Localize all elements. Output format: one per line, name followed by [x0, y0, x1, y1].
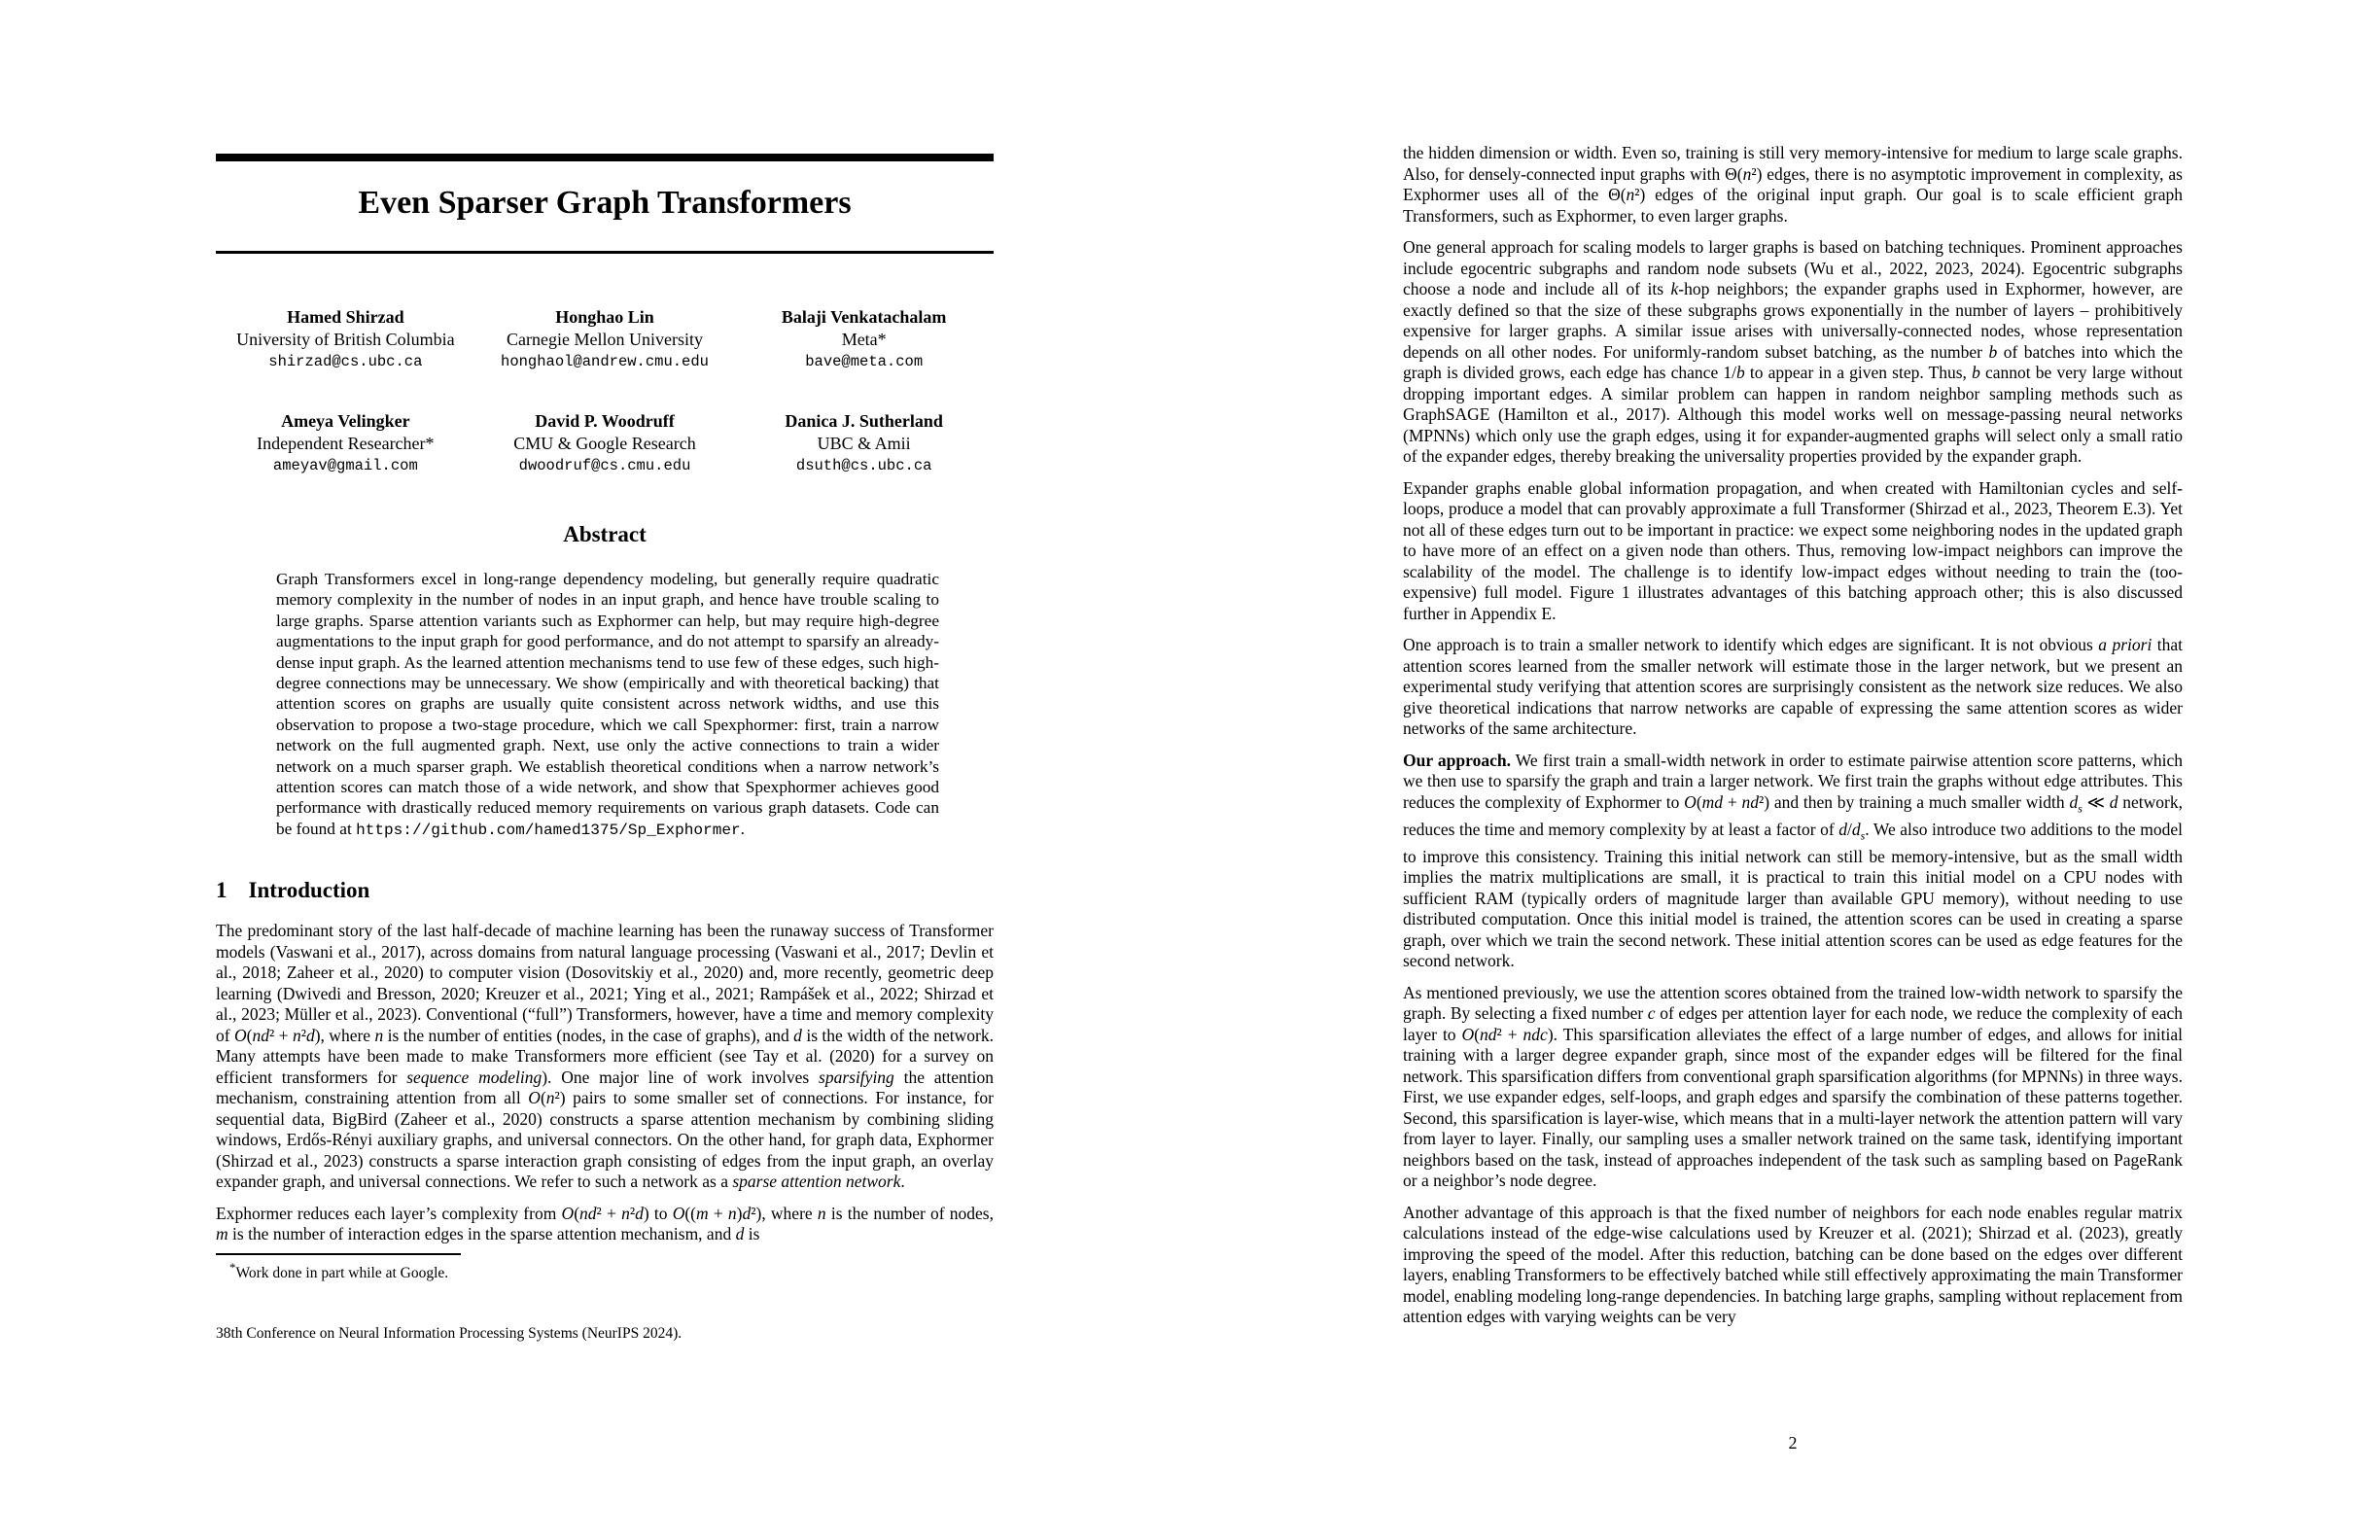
author-email: honghaol@andrew.cmu.edu [501, 353, 709, 370]
page-right [1403, 143, 2183, 1328]
abstract-heading: Abstract [563, 522, 647, 546]
author-affiliation: UBC & Amii [817, 434, 911, 453]
author-name: David P. Woodruff [535, 411, 675, 431]
author-block [734, 306, 994, 373]
author-name: Danica J. Sutherland [785, 411, 943, 431]
title-rule-bottom [216, 251, 994, 254]
author-affiliation: Carnegie Mellon University [507, 330, 703, 349]
section-heading [216, 878, 994, 903]
author-email: shirzad@cs.ubc.ca [268, 353, 423, 370]
footnote-marker: * [229, 1259, 236, 1275]
author-name: Balaji Venkatachalam [781, 307, 947, 327]
author-email: dsuth@cs.ubc.ca [795, 457, 932, 474]
footnote-text: Work done in part while at Google. [235, 1264, 449, 1281]
author-affiliation: Meta* [841, 330, 887, 349]
page-number: 2 [1788, 1433, 1798, 1452]
author-name: Hamed Shirzad [287, 307, 404, 327]
footnote [216, 1260, 994, 1282]
paragraph: Another advantage of this approach is that the fixed number of neighbors for each node enables regular matrix calculations instead of the edge-wise calculations used by Kreuzer et al. (2021); Shirzad et al. (2023), greatly improving the speed of the model. After this reduction, batching can be done based on the edges over different layers, enabling Transformers to be effectively batched while still effectively approximating the main Transformer model, enabling modeling long-range dependencies. In batching large graphs, sampling without replacement from attention edges with varying weights can be very [1403, 1202, 2183, 1326]
author-email: ameyav@gmail.com [272, 457, 418, 474]
conference-footer: 38th Conference on Neural Information Processing Systems (NeurIPS 2024). [216, 1324, 682, 1342]
footnote-rule [216, 1253, 461, 1255]
paragraph: As mentioned previously, we use the attention scores obtained from the trained low-width network to sparsify the graph. By selecting a fixed number c of edges per attention layer for each node, we reduce the complexity of each layer to O(nd² + ndc). This sparsification alleviates the effect of a large number of edges, and allows for initial training with a larger degree expander graph, since most of the expander edges will be filtered for the final network. This sparsification differs from conventional graph sparsification algorithms (for MPNNs) in three ways. First, we use expander edges, self-loops, and graph edges and sparsify the combination of these patterns together. Second, this sparsification is layer-wise, which means that in a multi-layer network the attention pattern will vary from layer to layer. Finally, our sampling uses a smaller network trained on the same task, identifying important neighbors based on the task, instead of approaches independent of the task such as sampling based on PageRank or a neighbor’s node degree. [1403, 982, 2183, 1190]
author-block [475, 306, 735, 373]
paper-title: Even Sparser Graph Transformers [358, 185, 852, 221]
paragraph: One approach is to train a smaller network to identify which edges are significant. It is not obvious a priori that attention scores learned from the smaller network will estimate those in the larger network, but we present an experimental study verifying that attention scores are surprisingly consistent as the network size reduces. We also give theoretical indications that narrow networks are capable of expressing the same attention scores as wider networks of the same architecture. [1403, 635, 2183, 738]
author-block [734, 410, 994, 477]
author-email: dwoodruf@cs.cmu.edu [518, 457, 691, 474]
author-block [475, 410, 735, 477]
author-name: Honghao Lin [555, 307, 654, 327]
paragraph: Expander graphs enable global information propagation, and when created with Hamiltonian cycles and self-loops, produce a model that can provably approximate a full Transformer (Shirzad et al., 2023, Theorem E.3). Yet not all of these edges turn out to be important in practice: we expect some neighboring nodes in the updated graph to have more of an effect on a given node than others. Thus, removing low-impact neighbors can improve the scalability of the model. The challenge is to identify low-impact edges without needing to train the (too-expensive) full model. Figure 1 illustrates advantages of this batching approach other; this is also discussed further in Appendix E. [1403, 477, 2183, 623]
author-email: bave@meta.com [805, 353, 924, 370]
author-affiliation: Independent Researcher* [257, 434, 435, 453]
authors-row-2 [216, 410, 994, 477]
paragraph: the hidden dimension or width. Even so, training is still very memory-intensive for medium to large scale graphs. Also, for densely-connected input graphs with Θ(n²) edges, there is no asymptotic improvement in complexity, as Exphormer uses all of the Θ(n²) edges of the original input graph. Our goal is to scale efficient graph Transformers, such as Exphormer, to even larger graphs. [1403, 143, 2183, 226]
author-affiliation: CMU & Google Research [513, 434, 696, 453]
abstract-text: Graph Transformers excel in long-range dependency modeling, but generally require quadratic memory complexity in the number of nodes in an input graph, and hence have trouble scaling to large graphs. Sparse attention variants such as Exphormer can help, but may require high-degree augmentations to the input graph for good performance, and do not attempt to sparsify an already-dense input graph. As the learned attention mechanisms tend to use few of these edges, such high-degree connections may be unnecessary. We show (empirically and with theoretical backing) that attention scores on graphs are usually quite consistent across network widths, and use this observation to propose a two-stage procedure, which we call Spexphormer: first, train a narrow network on the full augmented graph. Next, use only the active connections to train a wider network on a much sparser graph. We establish theoretical conditions when a narrow network’s attention scores can match those of a wide network, and show that Spexphormer achieves good performance with drastically reduced memory requirements on various graph datasets. Code can be found at https://github.com/hamed1375/Sp_Exphormer. [276, 570, 939, 839]
paragraph: One general approach for scaling models to larger graphs is based on batching techniques. Prominent approaches include egocentric subgraphs and random node subsets (Wu et al., 2022, 2023, 2024). Egocentric subgraphs choose a node and include all of its k-hop neighbors; the expander graphs used in Exphormer, however, are exactly defined so that the size of these subgraphs grows exponentially in the number of layers – prohibitively expensive for larger graphs. A similar issue arises with universally-connected nodes, whose representation depends on all other nodes. For uniformly-random subset batching, as the number b of batches into which the graph is divided grows, each edge has chance 1/b to appear in a given step. Thus, b cannot be very large without dropping important edges. A similar problem can happen in random neighbor sampling methods such as GraphSAGE (Hamilton et al., 2017). Although this model works well on message-passing neural networks (MPNNs) which only use the graph edges, using it for expander-augmented graphs will select only a small ratio of the expander edges, thereby breaking the universality properties provided by the expander graph. [1403, 237, 2184, 466]
title-rule-top [216, 154, 994, 161]
paragraph: Exphormer reduces each layer’s complexity from O(nd² + n²d) to O((m + n)d²), where n is the number of nodes, m is the number of interaction edges in the sparse attention mechanism, and d is [216, 1203, 994, 1244]
section-number: 1 [216, 878, 228, 903]
author-block [216, 410, 475, 477]
authors-row-1 [216, 306, 994, 373]
paragraph: Our approach. We first train a small-width network in order to estimate pairwise attention score patterns, which we then use to sparsify the graph and train a larger network. We first train the graphs without edge attributes. This reduces the complexity of Exphormer to O(md + nd²) and then by training a much smaller width $d_s$ ≪ d network, reduces the time and memory complexity by at least a factor of $d/d_s$. We also introduce two additions to the model to improve this consistency. Training this initial network can still be memory-intensive, but as the small width implies the matrix multiplications are small, it is practical to train this initial model on a CPU nodes with sufficient RAM (typically orders of magnitude larger than available GPU memory), without needing to use distributed computation. Once this initial model is trained, the attention scores can be used in creating a sparse graph, over which we train the second network. These initial attention scores can be used as edge features for the second network. [1403, 750, 2183, 970]
author-affiliation: University of British Columbia [236, 330, 455, 349]
page-left [216, 154, 994, 1343]
section-title: Introduction [248, 878, 370, 903]
author-name: Ameya Velingker [281, 411, 410, 431]
author-block [216, 306, 475, 373]
paragraph: The predominant story of the last half-decade of machine learning has been the runaway success of Transformer models (Vaswani et al., 2017), across domains from natural language processing (Vaswani et al., 2017; Devlin et al., 2018; Zaheer et al., 2020) to computer vision (Dosovitskiy et al., 2020) and, more recently, geometric deep learning (Dwivedi and Bresson, 2020; Kreuzer et al., 2021; Ying et al., 2021; Rampášek et al., 2022; Shirzad et al., 2023; Müller et al., 2023). Conventional (“full”) Transformers, however, have a time and memory complexity of O(nd² + n²d), where n is the number of entities (nodes, in the case of graphs), and d is the width of the network. Many attempts have been made to make Transformers more efficient (see Tay et al. (2020) for a survey on efficient transformers for sequence modeling). One major line of work involves sparsifying the attention mechanism, constraining attention from all O(n²) pairs to some smaller set of connections. For instance, for sequential data, BigBird (Zaheer et al., 2020) constructs a sparse attention mechanism by combining sliding windows, Erdős-Rényi auxiliary graphs, and universal connectors. On the other hand, for graph data, Exphormer (Shirzad et al., 2023) constructs a sparse interaction graph consisting of edges from the input graph, an overlay expander graph, and universal connections. We refer to such a network as a sparse attention network. [216, 921, 995, 1192]
